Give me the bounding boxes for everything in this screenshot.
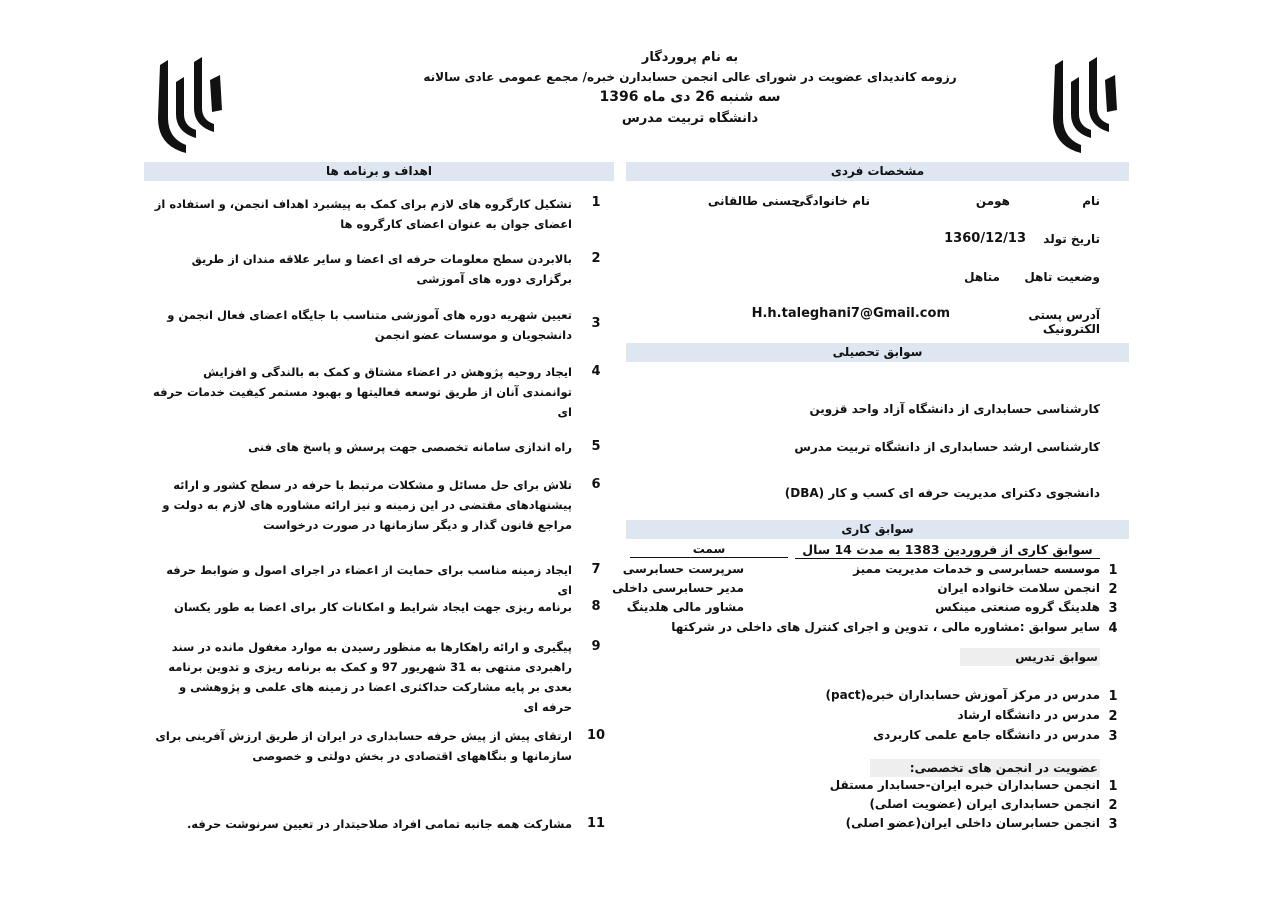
goal-item: برنامه ریزی جهت ایجاد شرایط و امکانات کار برای اعضا به طور یکسان	[174, 600, 572, 614]
header-date: سه شنبه 26 دی ماه 1396	[599, 89, 781, 105]
association-logo-right	[1045, 50, 1125, 160]
teaching-section-title: سوابق تدریس	[960, 648, 1100, 666]
association-logo-left	[150, 50, 230, 160]
work-item-number: 1	[1108, 563, 1118, 578]
goal-number: 5	[591, 439, 601, 454]
teaching-item: مدرس در دانشگاه جامع علمی کاربردی	[873, 728, 1100, 742]
name-value: هومن	[975, 194, 1010, 208]
header-subtitle: رزومه کاندیدای عضویت در شورای عالی انجمن حسابدارن خبره/ مجمع عمومی عادی سالانه	[423, 70, 957, 84]
email-value[interactable]: H.h.taleghani7@Gmail.com	[751, 306, 950, 321]
goal-item: تشکیل کارگروه های لازم برای کمک به پیشبرد اهداف انجمن، و استفاده از اعضای جوان به عنوان اعضای کارگروه ها	[154, 197, 572, 231]
goal-number: 1	[591, 195, 601, 210]
work-section-title: سوابق کاری	[626, 520, 1129, 539]
goal-number: 10	[586, 728, 606, 743]
goals-section-title: اهداف و برنامه ها	[144, 162, 614, 181]
education-item: کارشناسی حسابداری از دانشگاه آزاد واحد قزوین	[809, 402, 1100, 416]
goal-number: 9	[591, 639, 601, 654]
membership-item: انجمن حسابرسان داخلی ایران(عضو اصلی)	[845, 816, 1100, 830]
education-item: کارشناسی ارشد حسابداری از دانشگاه تربیت مدرس	[794, 440, 1100, 454]
header-bismillah: به نام پروردگار	[641, 50, 739, 65]
goal-item: ارتقای پیش از پیش حرفه حسابداری در ایران از طریق ارزش آفرینی برای سازمانها و بنگاههای اقتصادی در بخش دولتی و خصوصی	[155, 729, 572, 763]
birth-date-value: 1360/12/13	[944, 231, 1026, 246]
work-summary: سوابق کاری از فروردین 1383 به مدت 14 سال	[795, 542, 1100, 559]
marital-status-value: متاهل	[964, 270, 1000, 284]
goal-number: 7	[591, 562, 601, 577]
goal-number: 8	[591, 599, 601, 614]
work-org: انجمن سلامت خانواده ایران	[937, 581, 1100, 595]
goal-item: راه اندازی سامانه تخصصی جهت پرسش و پاسخ های فنی	[248, 440, 572, 454]
personal-section-title: مشخصات فردی	[626, 162, 1129, 181]
position-header: سمت	[630, 542, 788, 558]
teaching-item-number: 2	[1108, 709, 1118, 724]
goal-number: 4	[591, 364, 601, 379]
work-item-number: 4	[1108, 621, 1118, 636]
goal-number: 6	[591, 477, 601, 492]
work-item-number: 2	[1108, 582, 1118, 597]
family-name-value: حسنی طالقانی	[707, 194, 800, 208]
goal-item: ایجاد روحیه پژوهش در اعضاء مشتاق و کمک به بالندگی و افزایش توانمندی آنان از طریق توسعه فعالیتها و بهبود مستمر کیفیت خدمات حرفه ای	[153, 365, 572, 419]
work-position: مدیر حسابرسی داخلی	[612, 581, 744, 595]
membership-item: انجمن حسابداری ایران (عضویت اصلی)	[869, 797, 1100, 811]
membership-item: انجمن حسابداران خبره ایران-حسابدار مستقل	[829, 778, 1100, 792]
education-item: دانشجوی دکترای مدیریت حرفه ای کسب و کار (DBA)	[784, 486, 1100, 500]
membership-item-number: 3	[1108, 817, 1118, 832]
education-section-title: سوابق تحصیلی	[626, 343, 1129, 362]
goal-item: بالابردن سطح معلومات حرفه ای اعضا و سایر علاقه مندان از طریق برگزاری دوره های آموزشی	[191, 252, 572, 286]
teaching-item: مدرس در دانشگاه ارشاد	[957, 708, 1100, 722]
work-position: سرپرست حسابرسی	[622, 562, 744, 576]
goal-item: پیگیری و ارائه راهکارها به منظور رسیدن به موارد مغفول مانده در سند راهبردی منتهی به 31 شهریور 97 و کمک به برنامه ریزی و تدوین برنامه بعدی بر پایه مشارکت حداکثری اعضا در زمینه های علمی و پژوهشی و حرفه ای	[168, 640, 572, 714]
membership-section-title: عضویت در انجمن های تخصصی:	[870, 759, 1100, 777]
birth-date-label: تاریخ تولد	[1043, 232, 1100, 246]
teaching-item-number: 3	[1108, 729, 1118, 744]
work-item-number: 3	[1108, 601, 1118, 616]
teaching-item-number: 1	[1108, 689, 1118, 704]
goal-item: مشارکت همه جانبه تمامی افراد صلاحیتدار در تعیین سرنوشت حرفه.	[186, 817, 572, 831]
goal-number: 11	[586, 816, 606, 831]
email-label: آدرس پستی الکترونیک	[1028, 308, 1100, 336]
header-venue: دانشگاه تربیت مدرس	[621, 111, 759, 126]
membership-item-number: 1	[1108, 779, 1118, 794]
goal-item: ایجاد زمینه مناسب برای حمایت از اعضاء در اجرای اصول و ضوابط حرفه ای	[166, 563, 572, 597]
goal-item: تلاش برای حل مسائل و مشکلات مرتبط با حرفه در سطح کشور و ارائه پیشنهادهای مقتضی در این زمینه و نیز ارائه مشاوره های لازم به دولت و مراجع قانون گذار و دیگر سازمانها در صورت درخواست	[162, 478, 572, 532]
work-other: سایر سوابق :مشاوره مالی ، تدوین و اجرای کنترل های داخلی در شرکتها	[671, 620, 1100, 634]
goal-number: 3	[591, 316, 601, 331]
teaching-item: مدرس در مرکز آموزش حسابداران خبره(pact)	[825, 688, 1100, 702]
name-label: نام	[1082, 194, 1100, 208]
family-name-label: نام خانوادگی	[793, 194, 870, 208]
goal-item: تعیین شهریه دوره های آموزشی متناسب با جایگاه اعضای فعال انجمن و دانشجویان و موسسات عضو انجمن	[167, 308, 572, 342]
goal-number: 2	[591, 251, 601, 266]
membership-item-number: 2	[1108, 798, 1118, 813]
work-org: موسسه حسابرسی و خدمات مدیریت ممیز	[853, 562, 1100, 576]
work-position: مشاور مالی هلدینگ	[626, 600, 744, 614]
marital-status-label: وضعیت تاهل	[1024, 270, 1100, 284]
work-org: هلدینگ گروه صنعتی مینکس	[935, 600, 1100, 614]
